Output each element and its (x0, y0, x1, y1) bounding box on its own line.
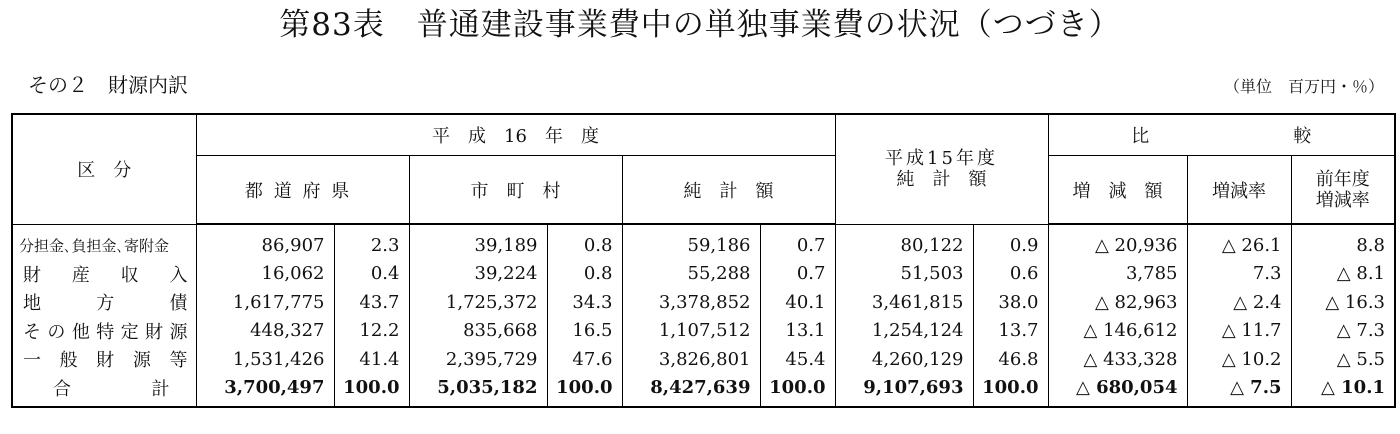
cell-muni-pct: 34.3 (547, 288, 622, 317)
cell-muni-pct: 47.6 (547, 345, 622, 374)
page-title: 第83表 普通建設事業費中の単独事業費の状況（つづき） (279, 7, 1121, 43)
cell-change: 3,785 (1048, 260, 1187, 289)
cell-net: 3,378,852 (622, 288, 760, 317)
cell-muni: 2,395,729 (409, 345, 547, 374)
cell-pref: 1,617,775 (196, 288, 334, 317)
cell-muni-pct: 100.0 (547, 374, 622, 408)
cell-prev: 9,107,693 (835, 374, 973, 408)
cell-net-pct: 13.1 (760, 317, 835, 346)
cell-muni-pct: 16.5 (547, 317, 622, 346)
cell-change: △ 680,054 (1048, 374, 1187, 408)
funding-breakdown-table (11, 113, 1396, 408)
table-row (12, 260, 1395, 289)
subtitle-part: その２ (28, 73, 88, 97)
cell-pref-pct: 12.2 (334, 317, 409, 346)
cell-rate: △ 7.5 (1187, 374, 1291, 408)
subtitle-name: 財源内訳 (108, 73, 188, 97)
cell-prev: 80,122 (835, 224, 973, 260)
header-change-amount: 増 減 額 (1048, 156, 1187, 225)
header-category: 区 分 (12, 114, 196, 224)
table-row (12, 317, 1395, 346)
cell-prev: 3,461,815 (835, 288, 973, 317)
cell-pref-pct: 2.3 (334, 224, 409, 260)
cell-net-pct: 45.4 (760, 345, 835, 374)
cell-muni: 1,725,372 (409, 288, 547, 317)
table-row (12, 288, 1395, 317)
cell-pref-pct: 41.4 (334, 345, 409, 374)
cell-prev-rate: 8.8 (1291, 224, 1395, 260)
header-municipality: 市 町 村 (409, 156, 622, 225)
header-year15 (835, 114, 1048, 224)
header-prev-rate-line2: 増減率 (1315, 189, 1370, 211)
unit-note: （単位 百万円・％） (1223, 77, 1384, 96)
cell-muni: 39,189 (409, 224, 547, 260)
cell-rate: 7.3 (1187, 260, 1291, 289)
cell-muni-pct: 0.8 (547, 260, 622, 289)
cell-net-pct: 40.1 (760, 288, 835, 317)
row-label: その他特定財源 (12, 317, 196, 346)
table-subtitle (28, 72, 188, 98)
cell-change: △ 20,936 (1048, 224, 1187, 260)
cell-pref-pct: 0.4 (334, 260, 409, 289)
cell-net: 8,427,639 (622, 374, 760, 408)
cell-muni-pct: 0.8 (547, 224, 622, 260)
cell-net-pct: 0.7 (760, 260, 835, 289)
cell-muni: 5,035,182 (409, 374, 547, 408)
row-label: 財産収入 (12, 260, 196, 289)
cell-prev-pct: 13.7 (973, 317, 1048, 346)
header-net-total: 純 計 額 (622, 156, 835, 225)
table-row (12, 224, 1395, 260)
cell-change: △ 146,612 (1048, 317, 1187, 346)
cell-pref: 86,907 (196, 224, 334, 260)
cell-net: 59,186 (622, 224, 760, 260)
cell-prev-rate: △ 10.1 (1291, 374, 1395, 408)
header-year15-line2: 純 計 額 (896, 169, 987, 191)
cell-rate: △ 11.7 (1187, 317, 1291, 346)
cell-change: △ 82,963 (1048, 288, 1187, 317)
cell-net: 55,288 (622, 260, 760, 289)
cell-prev-rate: △ 16.3 (1291, 288, 1395, 317)
header-prefecture: 都道府県 (196, 156, 409, 225)
cell-net-pct: 0.7 (760, 224, 835, 260)
cell-pref: 3,700,497 (196, 374, 334, 408)
row-label: 合計 (12, 374, 196, 408)
cell-muni: 39,224 (409, 260, 547, 289)
header-comparison: 比 較 (1048, 114, 1395, 156)
cell-pref: 1,531,426 (196, 345, 334, 374)
table-row (12, 345, 1395, 374)
cell-prev: 4,260,129 (835, 345, 973, 374)
table-row-total (12, 374, 1395, 408)
cell-rate: △ 2.4 (1187, 288, 1291, 317)
cell-prev-pct: 0.9 (973, 224, 1048, 260)
cell-change: △ 433,328 (1048, 345, 1187, 374)
cell-net: 3,826,801 (622, 345, 760, 374)
cell-pref: 16,062 (196, 260, 334, 289)
cell-prev-rate: △ 5.5 (1291, 345, 1395, 374)
header-year15-line1: 平成15年度 (885, 148, 998, 170)
cell-net-pct: 100.0 (760, 374, 835, 408)
cell-prev-pct: 46.8 (973, 345, 1048, 374)
header-year16: 平 成 16 年 度 (196, 114, 835, 156)
cell-net: 1,107,512 (622, 317, 760, 346)
cell-prev-rate: △ 7.3 (1291, 317, 1395, 346)
cell-prev-pct: 0.6 (973, 260, 1048, 289)
header-prev-rate (1291, 156, 1395, 225)
cell-prev: 51,503 (835, 260, 973, 289)
cell-muni: 835,668 (409, 317, 547, 346)
header-prev-rate-line1: 前年度 (1315, 168, 1370, 190)
cell-prev-pct: 100.0 (973, 374, 1048, 408)
row-label: 一般財源等 (12, 345, 196, 374)
cell-rate: △ 26.1 (1187, 224, 1291, 260)
cell-prev: 1,254,124 (835, 317, 973, 346)
cell-prev-rate: △ 8.1 (1291, 260, 1395, 289)
cell-prev-pct: 38.0 (973, 288, 1048, 317)
cell-rate: △ 10.2 (1187, 345, 1291, 374)
row-label: 地方債 (12, 288, 196, 317)
cell-pref-pct: 43.7 (334, 288, 409, 317)
header-change-rate: 増減率 (1187, 156, 1291, 225)
cell-pref: 448,327 (196, 317, 334, 346)
cell-pref-pct: 100.0 (334, 374, 409, 408)
row-label: 分担金､負担金､寄附金 (12, 224, 196, 260)
